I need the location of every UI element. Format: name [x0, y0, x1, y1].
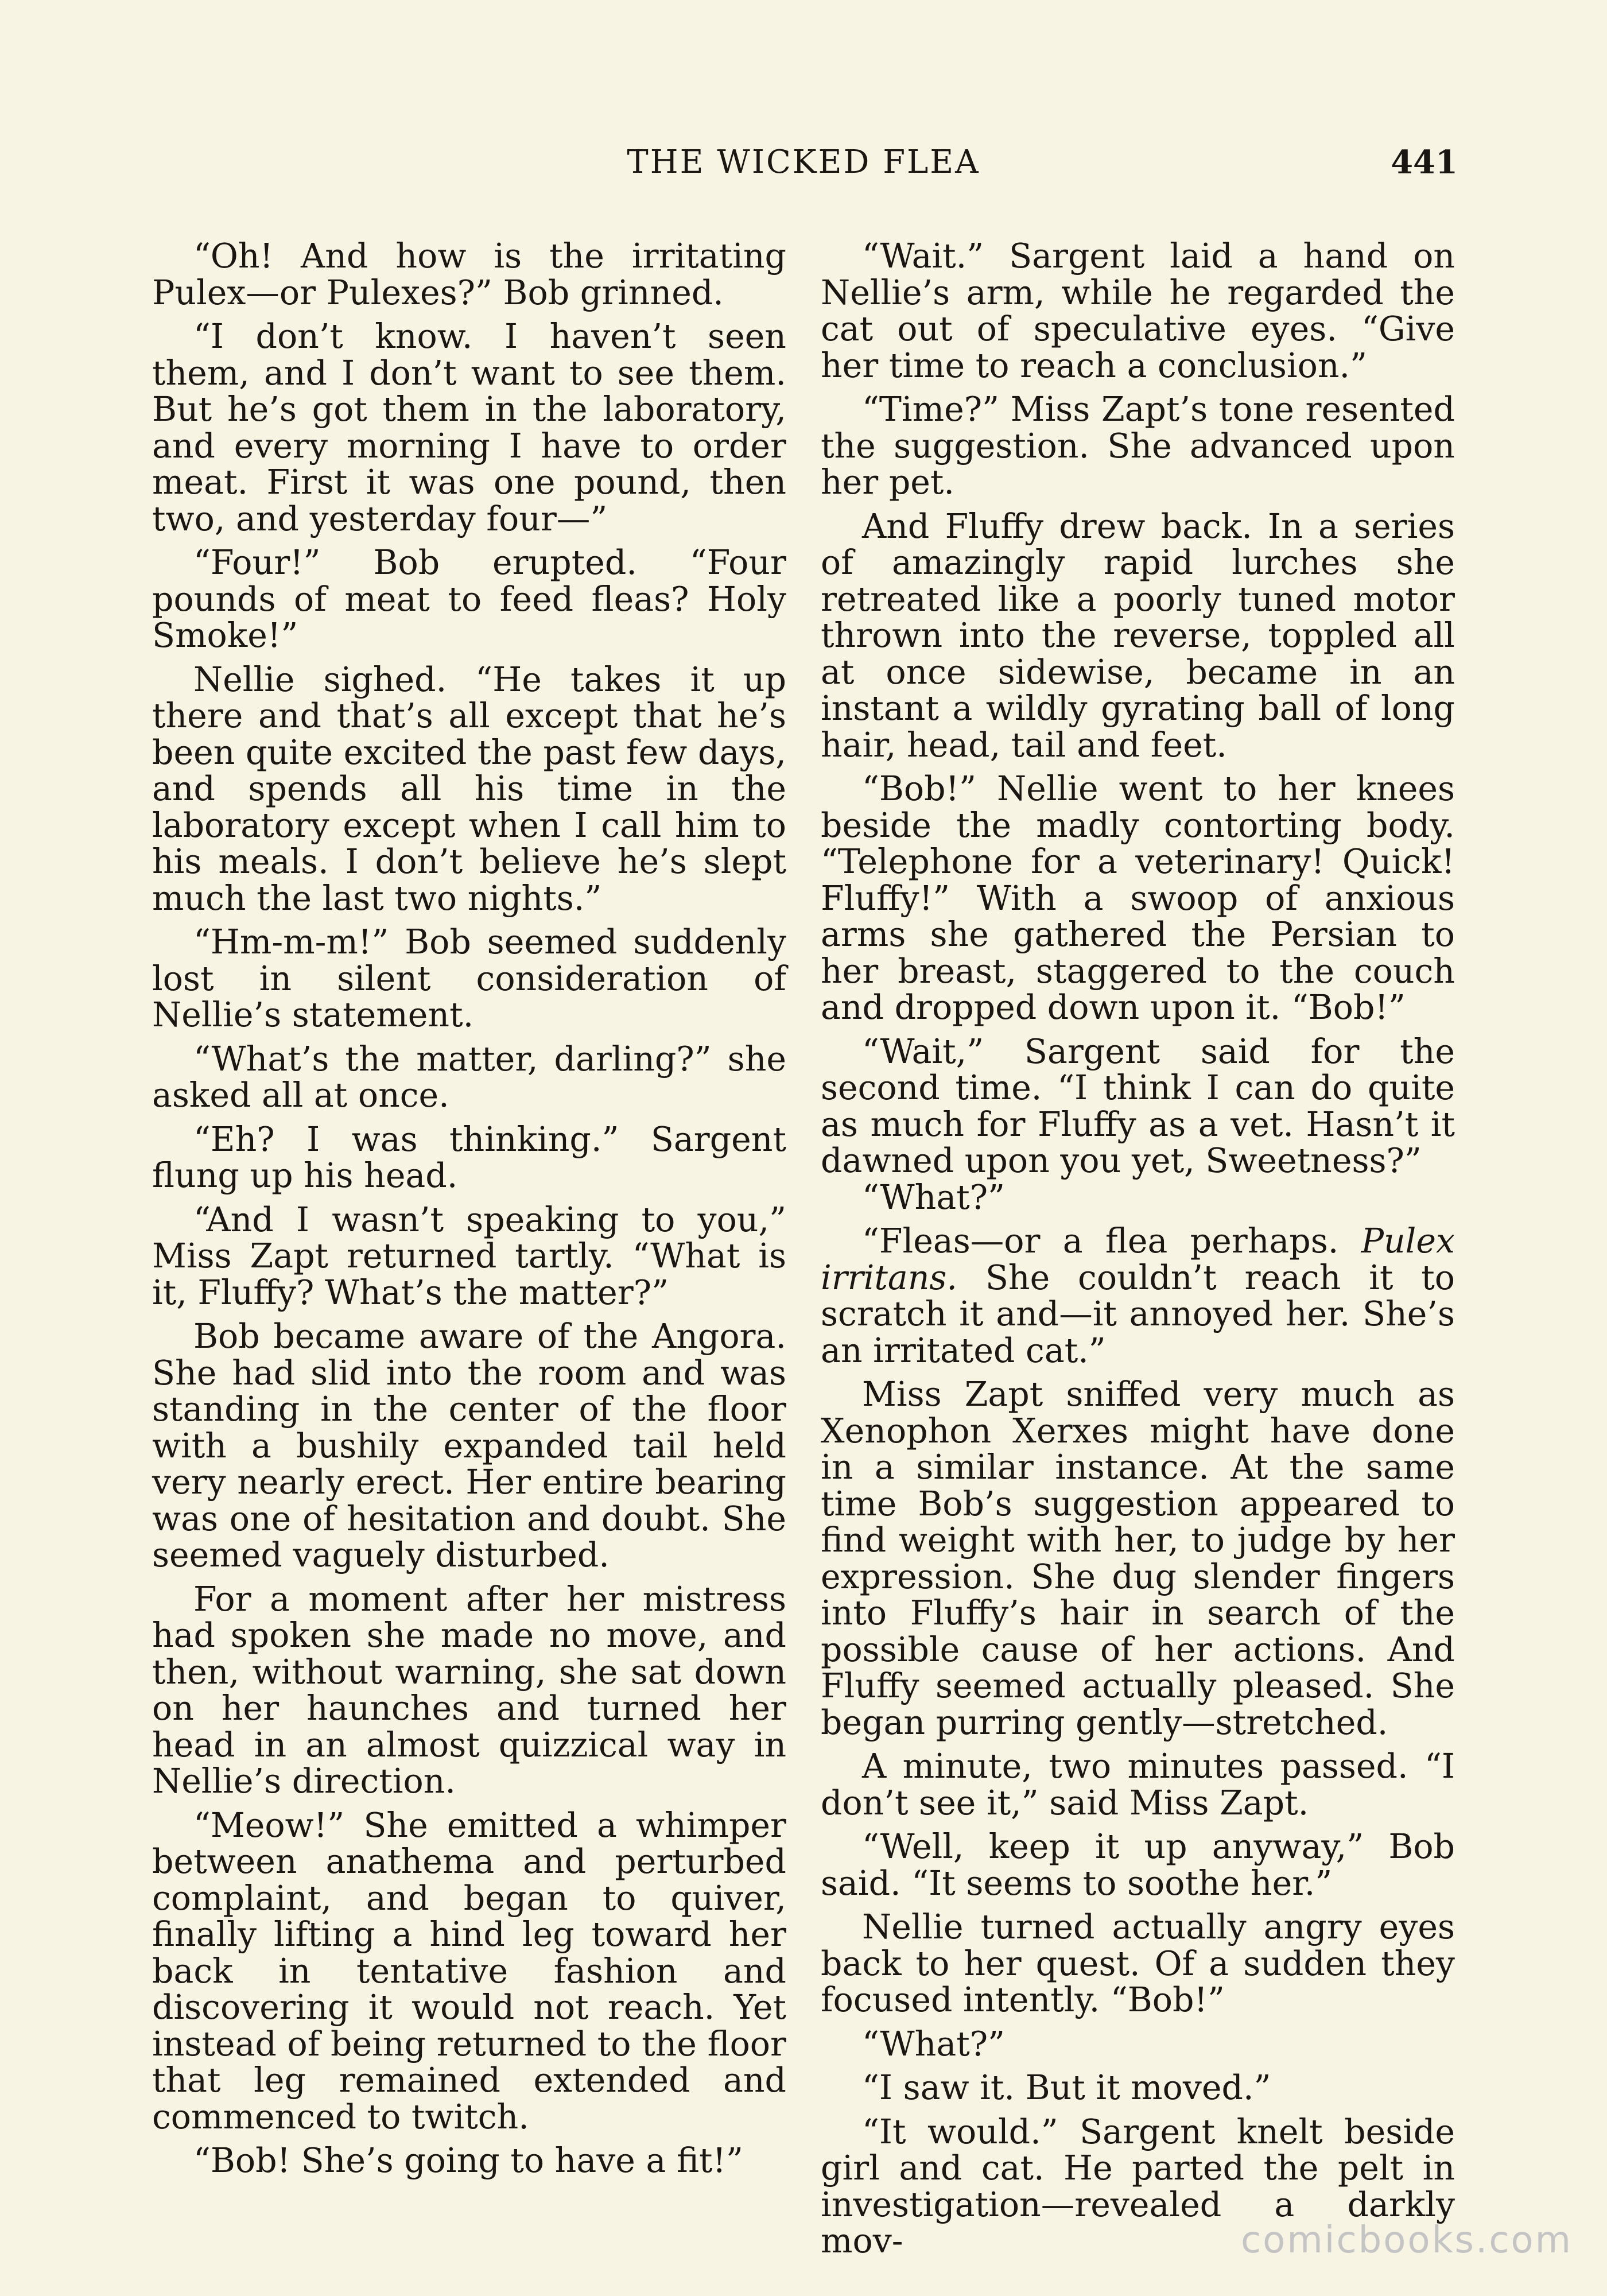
paragraph: “Well, keep it up anyway,” Bob said. “It seems to soothe her.”: [821, 1827, 1455, 1903]
paragraph: “I don’t know. I haven’t seen them, and I don’t want to see them. But he’s got them in the laboratory, and every morning I have to order meat. First it was one pound, then two, and yesterday four—”: [152, 317, 786, 538]
paragraph: “Oh! And how is the irritating Pulex—or Pulexes?” Bob grinned.: [152, 236, 786, 312]
left-column: [152, 238, 786, 2187]
paragraph: “I saw it. But it moved.”: [862, 2068, 1271, 2107]
paragraph: “What?”: [862, 1177, 1005, 1217]
paragraph: “Hm-m-m!” Bob seemed suddenly lost in silent consideration of Nellie’s statement.: [152, 922, 786, 1034]
page-number: 441: [1391, 144, 1458, 181]
paragraph: “It would.” Sargent knelt beside girl and cat. He parted the pelt in investigation—revealed a darkly mov-: [821, 2112, 1455, 2260]
paragraph-lead: “Fleas—or a flea perhaps.: [862, 1221, 1339, 1261]
paragraph: Nellie sighed. “He takes it up there and that’s all except that he’s been quite excited the past few days, and spends all his time in the laboratory except when I call him to his meals. I don’t believe he’s slept much the last two nights.”: [152, 660, 786, 918]
paragraph: And Fluffy drew back. In a series of amazingly rapid lurches she retreated like a poorly tuned motor thrown into the reverse, toppled all at once sidewise, became in an instant a wildly gyrating ball of long hair, head, tail and feet.: [821, 506, 1455, 765]
italic-species-name: Pulex irritans.: [821, 1221, 1455, 1297]
paragraph-with-italic: [821, 1223, 1455, 1369]
paragraph: “What?”: [862, 2024, 1005, 2064]
paragraph: “Time?” Miss Zapt’s tone resented the suggestion. She advanced upon her pet.: [821, 390, 1455, 502]
running-title: THE WICKED FLEA: [627, 144, 980, 181]
paragraph: “Eh? I was thinking.” Sargent flung up his head.: [152, 1119, 786, 1195]
paragraph: A minute, two minutes passed. “I don’t see it,” said Miss Zapt.: [821, 1747, 1455, 1822]
paragraph: Bob became aware of the Angora. She had slid into the room and was standing in the center of the floor with a bushily expanded tail held very nearly erect. Her entire bearing was one of hesitation and doubt. She seemed vaguely disturbed.: [152, 1317, 786, 1574]
paragraph-tail: She couldn’t reach it to scratch it and—it annoyed her. She’s an irritated cat.”: [821, 1258, 1455, 1370]
paragraph: “Bob! She’s going to have a fit!”: [193, 2141, 743, 2180]
paragraph: “And I wasn’t speaking to you,” Miss Zapt returned tartly. “What is it, Fluffy? What’s the matter?”: [152, 1200, 786, 1312]
watermark-logo: comicbooks.com: [1240, 2219, 1573, 2262]
paragraph: Miss Zapt sniffed very much as Xenophon Xerxes might have done in a similar instance. At the same time Bob’s suggestion appeared to find weight with her, to judge by her expression. She dug slender fingers into Fluffy’s hair in search of the possible cause of her actions. And Fluffy seemed actually pleased. She began purring gently—stretched.: [821, 1375, 1455, 1742]
right-column: [821, 238, 1455, 2267]
paragraph: “Four!” Bob erupted. “Four pounds of meat to feed fleas? Holy Smoke!”: [152, 543, 786, 655]
paragraph: “Bob!” Nellie went to her knees beside the madly contorting body. “Telephone for a veterinary! Quick! Fluffy!” With a swoop of anxious arms she gathered the Persian to her breast, staggered to the couch and dropped down upon it. “Bob!”: [821, 769, 1455, 1027]
paragraph: “Meow!” She emitted a whimper between anathema and perturbed complaint, and began to quiver, finally lifting a hind leg toward her back in tentative fashion and discovering it would not reach. Yet instead of being returned to the floor that leg remained extended and commenced to twitch.: [152, 1805, 786, 2136]
paragraph: Nellie turned actually angry eyes back to her quest. Of a sudden they focused intently. “Bob!”: [821, 1907, 1455, 2019]
paragraph: “What’s the matter, darling?” she asked all at once.: [152, 1039, 786, 1115]
running-header: [149, 144, 1458, 189]
paragraph: “Wait,” Sargent said for the second time. “I think I can do quite as much for Fluffy as a vet. Hasn’t it dawned upon you yet, Sweetness?”: [821, 1031, 1455, 1180]
paragraph: For a moment after her mistress had spoken she made no move, and then, without warning, she sat down on her haunches and turned her head in an almost quizzical way in Nellie’s direction.: [152, 1579, 786, 1801]
paragraph: “Wait.” Sargent laid a hand on Nellie’s arm, while he regarded the cat out of speculative eyes. “Give her time to reach a conclusion.”: [821, 236, 1455, 385]
